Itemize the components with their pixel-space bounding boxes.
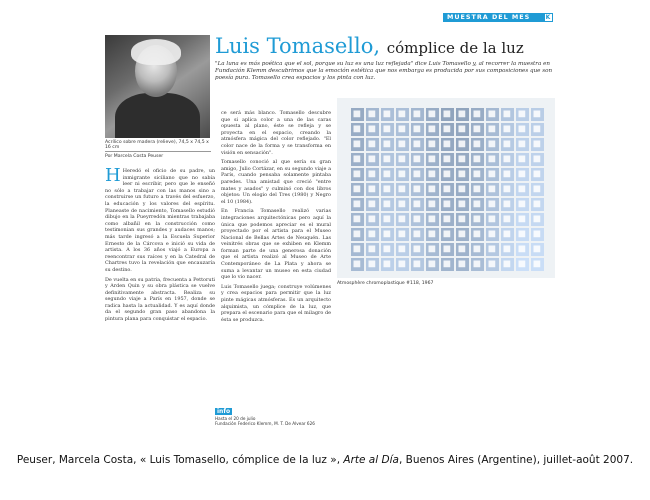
grid-cube <box>429 171 436 178</box>
grid-cube <box>534 231 541 238</box>
body-column-2 <box>221 110 331 326</box>
info-box <box>215 408 335 427</box>
grid-cube <box>474 216 481 223</box>
grid-cube <box>399 231 406 238</box>
grid-cube <box>354 201 361 208</box>
grid-cube <box>414 111 421 118</box>
grid-cube <box>474 156 481 163</box>
lede: "La luna es más poética que el sol, porque su luz es una luz reflejada" dice Luis Tomasello y, al recorrer la muestra en Fundación Klemm descubrimos que la emoción estética que nos embarga es producida por sus composiciones que son poesía pura. Tomasello crea espacios y los pinta con luz. <box>215 61 553 81</box>
grid-cube <box>534 216 541 223</box>
grid-cube <box>444 156 451 163</box>
grid-cube <box>369 231 376 238</box>
grid-cube <box>534 261 541 268</box>
grid-cube <box>459 186 466 193</box>
grid-cube <box>459 156 466 163</box>
grid-cube <box>369 201 376 208</box>
grid-cube <box>444 231 451 238</box>
grid-cube <box>354 186 361 193</box>
grid-cube <box>369 186 376 193</box>
grid-cube <box>414 186 421 193</box>
grid-cube <box>414 246 421 253</box>
grid-cube <box>414 126 421 133</box>
grid-cube <box>354 126 361 133</box>
byline: Por Marcela Costa Peuser <box>105 154 164 159</box>
grid-cube <box>414 141 421 148</box>
grid-cube <box>444 186 451 193</box>
grid-cube <box>444 261 451 268</box>
grid-cube <box>459 111 466 118</box>
grid-cube <box>504 141 511 148</box>
grid-cube <box>534 141 541 148</box>
grid-cube <box>534 246 541 253</box>
grid-cube <box>459 216 466 223</box>
drop-cap: H <box>105 165 121 186</box>
grid-cube <box>474 141 481 148</box>
grid-cube <box>354 111 361 118</box>
artwork-grid <box>337 98 555 278</box>
info-dates: Hasta el 20 de julio <box>215 416 256 422</box>
grid-cube <box>474 231 481 238</box>
grid-cube <box>384 201 391 208</box>
artwork-image <box>337 98 555 278</box>
grid-cube <box>369 126 376 133</box>
grid-cube <box>369 246 376 253</box>
grid-cube <box>369 216 376 223</box>
grid-cube <box>384 216 391 223</box>
grid-cube <box>354 171 361 178</box>
grid-cube <box>444 171 451 178</box>
grid-cube <box>519 141 526 148</box>
grid-cube <box>429 216 436 223</box>
grid-cube <box>399 141 406 148</box>
grid-cube <box>474 261 481 268</box>
info-venue: Fundación Federico Klemm, M. T. De Alvear 626 <box>215 421 315 427</box>
grid-cube <box>399 126 406 133</box>
grid-cube <box>519 216 526 223</box>
grid-cube <box>489 201 496 208</box>
grid-cube <box>519 126 526 133</box>
grid-cube <box>474 111 481 118</box>
grid-cube <box>429 246 436 253</box>
grid-cube <box>504 261 511 268</box>
grid-cube <box>384 231 391 238</box>
grid-cube <box>534 156 541 163</box>
grid-cube <box>534 171 541 178</box>
grid-cube <box>399 246 406 253</box>
grid-cube <box>519 246 526 253</box>
grid-cube <box>459 261 466 268</box>
grid-cube <box>444 126 451 133</box>
grid-cube <box>534 186 541 193</box>
grid-cube <box>444 201 451 208</box>
grid-cube <box>354 216 361 223</box>
grid-cube <box>474 246 481 253</box>
grid-cube <box>474 201 481 208</box>
grid-cube <box>444 216 451 223</box>
grid-cube <box>414 171 421 178</box>
grid-cube <box>504 156 511 163</box>
grid-cube <box>354 141 361 148</box>
grid-cube <box>534 111 541 118</box>
grid-cube <box>429 231 436 238</box>
grid-cube <box>369 261 376 268</box>
grid-cube <box>384 141 391 148</box>
grid-cube <box>414 216 421 223</box>
grid-cube <box>429 261 436 268</box>
grid-cube <box>384 261 391 268</box>
grid-cube <box>384 171 391 178</box>
section-tag-label: MUESTRA DEL MES <box>447 13 531 21</box>
grid-cube <box>384 126 391 133</box>
title-name: Luis Tomasello, <box>215 34 381 58</box>
grid-cube <box>414 156 421 163</box>
grid-cube <box>504 231 511 238</box>
grid-cube <box>429 126 436 133</box>
paragraph: ce será más blanco. Tomasello descubre que si aplica color a una de las caras opuesta al plano, éste se refleja y se proyecta en el espacio, creando la atmósfera mágica del color reflejado. "El color nace de la forma y se transforma en visión en sensación". <box>221 110 331 156</box>
grid-cube <box>534 126 541 133</box>
grid-cube <box>429 141 436 148</box>
section-k-icon: K <box>545 14 552 21</box>
grid-cube <box>489 231 496 238</box>
body-column-1 <box>105 165 215 326</box>
grid-cube <box>414 201 421 208</box>
grid-cube <box>459 201 466 208</box>
grid-cube <box>519 231 526 238</box>
grid-cube <box>519 201 526 208</box>
grid-cube <box>429 111 436 118</box>
grid-cube <box>399 186 406 193</box>
grid-cube <box>489 156 496 163</box>
grid-cube <box>489 261 496 268</box>
grid-cube <box>369 141 376 148</box>
grid-cube <box>474 126 481 133</box>
grid-cube <box>519 156 526 163</box>
title-rest: cómplice de la luz <box>386 39 524 57</box>
grid-cube <box>504 171 511 178</box>
paragraph: De vuelta en su patria, frecuenta a Pettoruti y Arden Quin y su obra plástica se vuelve definitivamente abstracta. Realiza su segundo viaje a París en 1957, donde se radica hasta la actualidad. Y es aquí donde da el segundo gran paso abandona la pintura plana para conquistar el espacio. <box>105 276 215 323</box>
grid-cube <box>414 231 421 238</box>
grid-cube <box>444 246 451 253</box>
grid-cube <box>519 261 526 268</box>
grid-cube <box>534 201 541 208</box>
grid-cube <box>459 246 466 253</box>
grid-cube <box>399 216 406 223</box>
grid-cube <box>504 111 511 118</box>
grid-cube <box>489 126 496 133</box>
grid-cube <box>354 246 361 253</box>
artwork-caption: Atmosphère chromoplastique #118, 1967 <box>337 281 434 286</box>
grid-cube <box>399 156 406 163</box>
paragraph: En Francia Tomasello realizó varias integraciones arquitectónicas pero aquí la única que podemos apreciar es el mural proyectado por el artista para el Museo Nacional de Bellas Artes de Neuquén. Las veinitrés obras que se exhiben en Klemm forman parte de una generosa donación que el artista realizó al Museo de Arte Contemporáneo de La Plata y ahora se suma a levantar un museo en esta ciudad que lo vio nacer. <box>221 208 331 281</box>
grid-cube <box>384 111 391 118</box>
grid-cube <box>474 171 481 178</box>
grid-cube <box>489 141 496 148</box>
grid-cube <box>459 171 466 178</box>
grid-cube <box>459 231 466 238</box>
grid-cube <box>354 156 361 163</box>
grid-cube <box>504 126 511 133</box>
grid-cube <box>429 186 436 193</box>
grid-cube <box>354 231 361 238</box>
grid-cube <box>489 216 496 223</box>
grid-cube <box>459 141 466 148</box>
grid-cube <box>369 111 376 118</box>
citation-caption: Peuser, Marcela Costa, « Luis Tomasello, cómplice de la luz », Arte al Día, Buenos Aires (Argentine), juillet-août 2007. <box>16 454 634 466</box>
grid-cube <box>459 126 466 133</box>
grid-cube <box>489 111 496 118</box>
grid-cube <box>354 261 361 268</box>
paragraph: H Heredó el oficio de su padre, un inmigrante siciliano que no sabía leer ni escribir, pero que le enseñó no sólo a trabajar con las manos sino a construirse un futuro a través del esfuerzo, la educación y los valores del espíritu. Planeaste de nacimiento, Tomasello estudió dibujo en la Pueyrredón mientras trabajaba como albañil en la construcción como testimonian sus grandes y audaces manos; más tarde ingresó a la Escuela Superior Ernesto de la Cárcova e inició su vida de artista. A los 36 años viajó a Europa a reencontrar sus raíces y en la Catedral de Chartres tuvo la revelación que encauzaría su destino. <box>105 165 215 273</box>
grid-cube <box>384 246 391 253</box>
grid-cube <box>489 246 496 253</box>
grid-cube <box>489 186 496 193</box>
artist-photo <box>105 35 210 138</box>
grid-cube <box>519 186 526 193</box>
grid-cube <box>399 261 406 268</box>
article-title <box>215 34 524 60</box>
grid-cube <box>519 171 526 178</box>
paragraph: Tomasello conoció al que sería su gran amigo, Julio Cortázar, en su segundo viaje a París, cuando pensaba solamente pintaba paredes. Una amistad que creció "entre mates y asados" y culminó con dos libros objetos: Un elogio del Tres (1980) y Negro el 10 (1984). <box>221 159 331 205</box>
paragraph: Luis Tomasello juega; construye volúmenes y crea espacios para permitir que la luz pinte mágicas atmósferas. Es un arquitecto alquimista, un cómplice de la luz, que prepara el escenario para que el milagro de ésta se produzca. <box>221 283 331 323</box>
grid-cube <box>504 216 511 223</box>
section-tag <box>443 13 553 22</box>
grid-cube <box>369 156 376 163</box>
grid-cube <box>519 111 526 118</box>
grid-cube <box>504 186 511 193</box>
grid-cube <box>444 111 451 118</box>
grid-cube <box>399 111 406 118</box>
grid-cube <box>414 261 421 268</box>
photo-caption: Acrílico sobre madera (relieve), 74,5 x 74,5 x 16 cm <box>105 140 211 152</box>
grid-cube <box>504 246 511 253</box>
grid-cube <box>444 141 451 148</box>
grid-cube <box>489 171 496 178</box>
journal-name: Arte al Día <box>343 454 399 466</box>
info-logo: info <box>217 408 231 415</box>
grid-cube <box>429 201 436 208</box>
grid-cube <box>384 156 391 163</box>
grid-cube <box>429 156 436 163</box>
grid-cube <box>399 171 406 178</box>
grid-cube <box>399 201 406 208</box>
grid-cube <box>474 186 481 193</box>
grid-cube <box>504 201 511 208</box>
grid-cube <box>369 171 376 178</box>
grid-cube <box>384 186 391 193</box>
